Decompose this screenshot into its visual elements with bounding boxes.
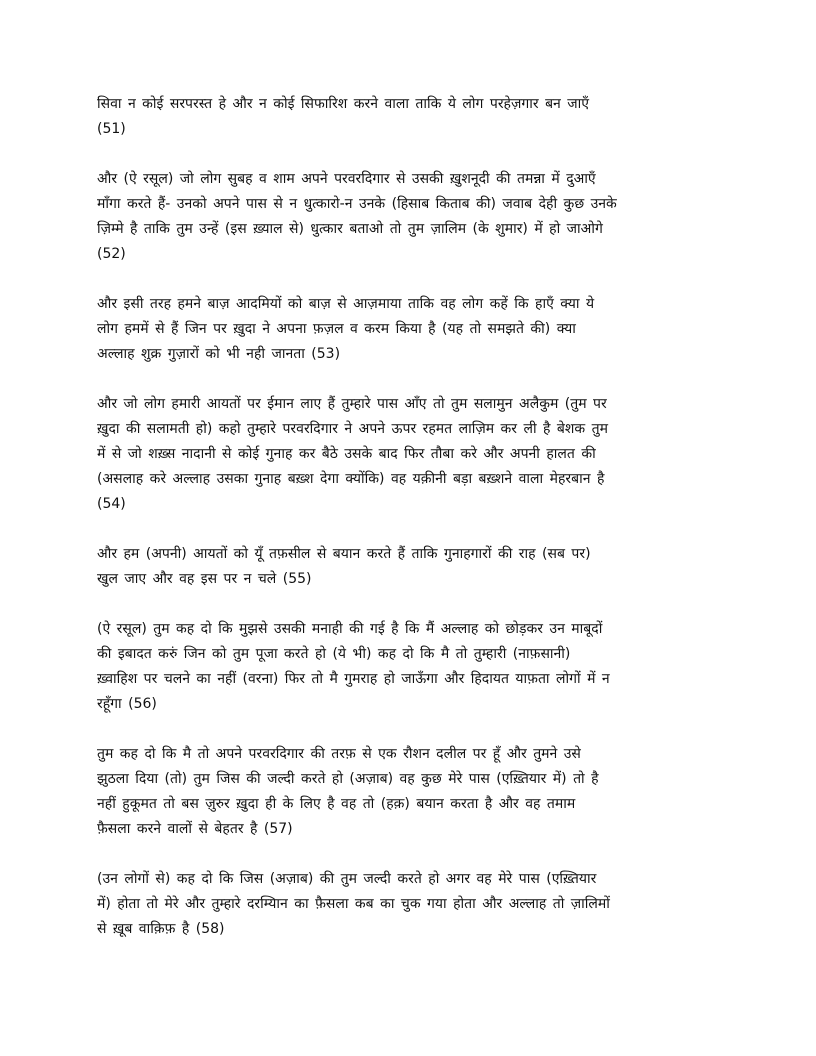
document-body	[97, 92, 719, 967]
verse-paragraph	[97, 867, 719, 942]
text-line: ख़्वाहिश पर चलने का नहीं (वरना) फिर तो मै गुमराह हो जाऊँगा और हिदायत याफ़ता लोगों में न	[97, 671, 610, 687]
verse-paragraph	[97, 292, 719, 367]
text-line: (51)	[97, 121, 126, 137]
text-line: फ़ैसला करने वालों से बेहतर है (57)	[97, 821, 293, 837]
verse-paragraph	[97, 167, 719, 267]
verse-paragraph	[97, 542, 719, 592]
text-line: (उन लोगों से) कह दो कि जिस (अज़ाब) की तुम जल्दी करते हो अगर वह मेरे पास (एख़्तियार	[97, 871, 597, 887]
text-line: खुल जाए और वह इस पर न चले (55)	[97, 571, 312, 587]
text-line: ज़िम्मे है ताकि तुम उन्हें (इस ख़्याल से) धुत्कार बताओ तो तुम ज़ालिम (के शुमार) में हो जाओगे	[97, 221, 603, 237]
text-line: नहीं हुकूमत तो बस ज़ुरुर ख़ुदा ही के लिए है वह तो (हक़) बयान करता है और वह तमाम	[97, 796, 576, 812]
text-line: में से जो शख़्स नादानी से कोई गुनाह कर बैठे उसके बाद फिर तौबा करे और अपनी हालत की	[97, 446, 596, 462]
text-line: की इबादत करुं जिन को तुम पूजा करते हो (ये भी) कह दो कि मै तो तुम्हारी (नाफ़सानी)	[97, 646, 571, 662]
text-line: रहूँगा (56)	[97, 696, 157, 712]
text-line: और इसी तरह हमने बाज़ आदमियों को बाज़ से आज़माया ताकि वह लोग कहें कि हाएँ क्या ये	[97, 296, 595, 312]
text-line: अल्लाह शुक्र गुज़ारों को भी नही जानता (53)	[97, 346, 341, 362]
text-line: (असलाह करे अल्लाह उसका गुनाह बख़्श देगा क्योंकि) वह यक़ीनी बड़ा बख़्शने वाला मेहरबान है	[97, 471, 605, 487]
verse-paragraph	[97, 392, 719, 517]
verse-paragraph	[97, 617, 719, 717]
text-line: ख़ुदा की सलामती हो) कहो तुम्हारे परवरदिगार ने अपने ऊपर रहमत लाज़िम कर ली है बेशक तुम	[97, 421, 608, 437]
text-line: लोग हममें से हैं जिन पर ख़ुदा ने अपना फ़ज़ल व करम किया है (यह तो समझते की) क्या	[97, 321, 576, 337]
text-line: (ऐ रसूल) तुम कह दो कि मुझसे उसकी मनाही की गई है कि मैं अल्लाह को छोड़कर उन माबूदों	[97, 621, 603, 637]
text-line: माँगा करते हैं- उनको अपने पास से न धुत्कारो-न उनके (हिसाब किताब की) जवाब देही कुछ उनके	[97, 196, 617, 212]
text-line: सिवा न कोई सरपरस्त हे और न कोई सिफारिश करने वाला ताकि ये लोग परहेज़गार बन जाएँ	[97, 96, 590, 112]
text-line: से ख़ूब वाक़िफ़ है (58)	[97, 921, 225, 937]
text-line: और हम (अपनी) आयतों को यूँ तफ़सील से बयान करते हैं ताकि गुनाहगारों की राह (सब पर)	[97, 546, 591, 562]
verse-paragraph	[97, 92, 719, 142]
text-line: और (ऐ रसूल) जो लोग सुबह व शाम अपने परवरदिगार से उसकी ख़ुशनूदी की तमन्ना में दुआएँ	[97, 171, 596, 187]
text-line: तुम कह दो कि मै तो अपने परवरदिगार की तरफ़ से एक रौशन दलील पर हूँ और तुमने उसे	[97, 746, 581, 762]
text-line: में) होता तो मेरे और तुम्हारे दरम्यिान का फ़ैसला कब का चुक गया होता और अल्लाह तो ज़ालिमों	[97, 896, 610, 912]
text-line: (54)	[97, 496, 126, 512]
text-line: और जो लोग हमारी आयतों पर ईमान लाए हैं तुम्हारे पास आँए तो तुम सलामुन अलैकुम (तुम पर	[97, 396, 607, 412]
verse-paragraph	[97, 742, 719, 842]
text-line: झुठला दिया (तो) तुम जिस की जल्दी करते हो (अज़ाब) वह कुछ मेरे पास (एख़्तियार में) तो है	[97, 771, 599, 787]
text-line: (52)	[97, 246, 126, 262]
